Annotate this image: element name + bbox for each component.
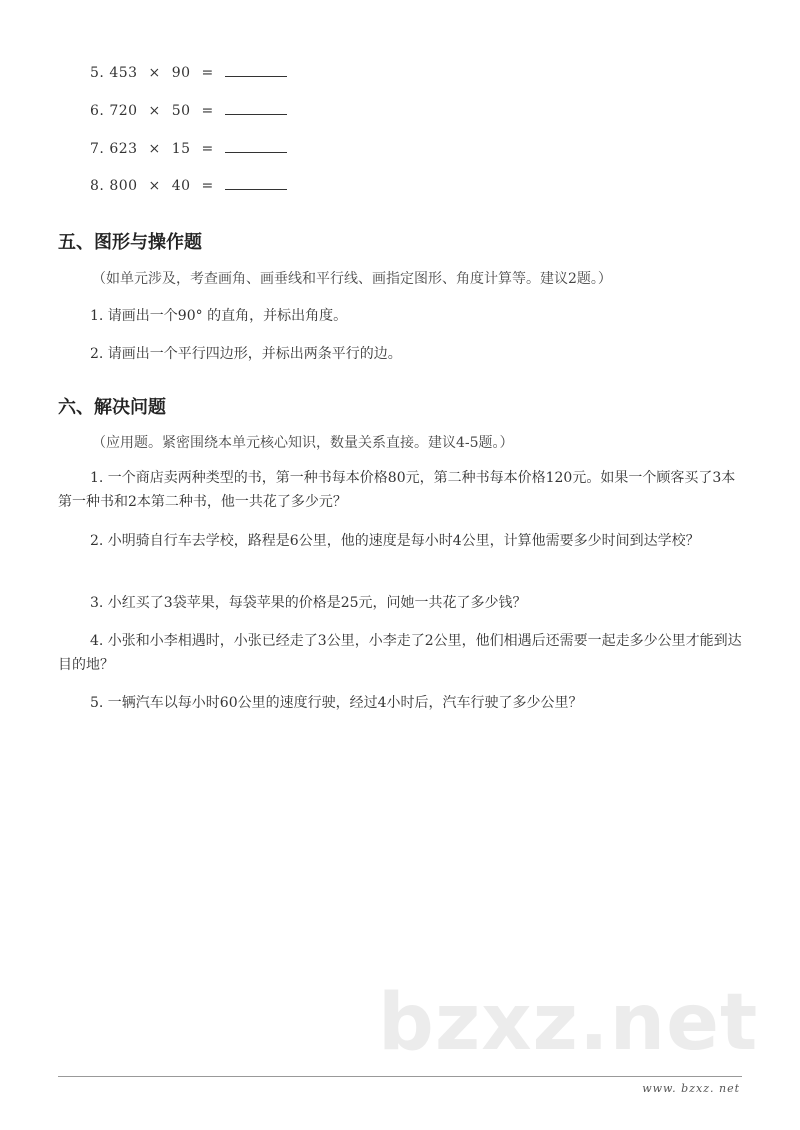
multiply-sign: × xyxy=(148,103,161,119)
calc-number: 8. xyxy=(90,178,105,194)
calc-number: 6. xyxy=(90,103,105,119)
calc-operand-a: 720 xyxy=(109,103,138,119)
answer-blank[interactable] xyxy=(225,177,287,190)
calc-operand-b: 90 xyxy=(171,65,191,81)
calc-number: 7. xyxy=(90,141,105,157)
section-heading-geometry: 五、图形与操作题 xyxy=(58,232,202,253)
multiply-sign: × xyxy=(148,65,161,81)
section-note: （应用题。紧密围绕本单元核心知识，数量关系直接。建议4-5题。） xyxy=(92,435,514,451)
calc-item-8 xyxy=(90,177,287,194)
calc-operand-b: 40 xyxy=(171,178,191,194)
equals-sign: = xyxy=(201,65,214,81)
geometry-item-1: 1. 请画出一个90° 的直角，并标出角度。 xyxy=(90,308,348,324)
footer-divider xyxy=(58,1076,742,1077)
calc-item-6 xyxy=(90,102,287,119)
equals-sign: = xyxy=(201,178,214,194)
section-heading-word-problems: 六、解决问题 xyxy=(58,397,166,418)
calc-operand-a: 800 xyxy=(109,178,138,194)
problem-4: 4. 小张和小李相遇时，小张已经走了3公里，小李走了2公里，他们相遇后还需要一起走多少公里才能到达目的地？ xyxy=(58,633,742,673)
calc-number: 5. xyxy=(90,65,105,81)
answer-blank[interactable] xyxy=(225,102,287,115)
multiply-sign: × xyxy=(148,141,161,157)
problem-1: 1. 一个商店卖两种类型的书，第一种书每本价格80元，第二种书每本价格120元。如果一个顾客买了3本第一种书和2本第二种书，他一共花了多少元？ xyxy=(58,470,736,510)
calc-operand-a: 453 xyxy=(109,65,138,81)
problem-5: 5. 一辆汽车以每小时60公里的速度行驶，经过4小时后，汽车行驶了多少公里？ xyxy=(90,695,583,711)
equals-sign: = xyxy=(201,141,214,157)
multiply-sign: × xyxy=(148,178,161,194)
answer-blank[interactable] xyxy=(225,64,287,77)
calc-item-7 xyxy=(90,140,287,157)
calc-operand-a: 623 xyxy=(109,141,138,157)
section-note: （如单元涉及，考查画角、画垂线和平行线、画指定图形、角度计算等。建议2题。） xyxy=(92,271,612,287)
equals-sign: = xyxy=(201,103,214,119)
watermark-logo: bzxz.net xyxy=(378,978,759,1068)
calc-operand-b: 50 xyxy=(171,103,191,119)
answer-blank[interactable] xyxy=(225,140,287,153)
footer-url: www. bzxz. net xyxy=(642,1082,740,1095)
calc-operand-b: 15 xyxy=(171,141,191,157)
calc-item-5 xyxy=(90,64,287,81)
problem-3: 3. 小红买了3袋苹果，每袋苹果的价格是25元，问她一共花了多少钱？ xyxy=(90,595,527,611)
problem-2: 2. 小明骑自行车去学校，路程是6公里，他的速度是每小时4公里，计算他需要多少时间到达学校？ xyxy=(90,533,700,549)
geometry-item-2: 2. 请画出一个平行四边形，并标出两条平行的边。 xyxy=(90,346,402,362)
